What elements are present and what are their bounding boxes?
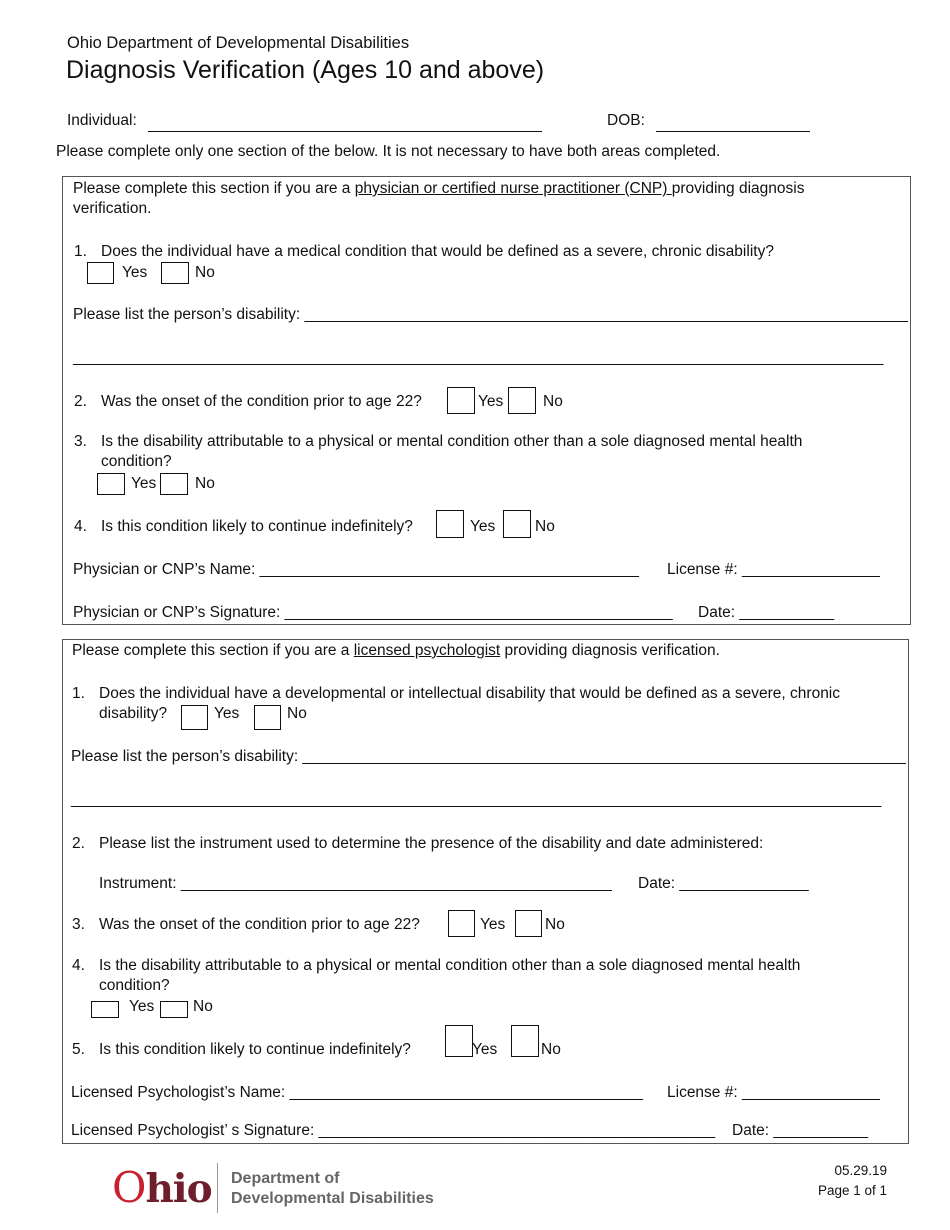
physician-q1-number: 1. bbox=[74, 243, 87, 260]
physician-signature-field[interactable]: Physician or CNP’s Signature: _____________________________________________ bbox=[73, 604, 673, 621]
physician-q4-yes-label: Yes bbox=[470, 518, 496, 535]
individual-field[interactable] bbox=[148, 131, 542, 132]
physician-q3-yes-checkbox[interactable] bbox=[97, 473, 125, 495]
physician-q2-yes-label: Yes bbox=[478, 393, 504, 410]
individual-label: Individual: bbox=[67, 112, 137, 129]
psychologist-q1-text: Does the individual have a developmental or intellectual disability that would be defined as a severe, chronic bbox=[99, 685, 841, 702]
psychologist-intro-link: licensed psychologist bbox=[353, 642, 501, 659]
psychologist-instrument-date-field[interactable]: Date: _______________ bbox=[638, 875, 809, 892]
physician-intro-prefix: Please complete this section if you are a bbox=[73, 180, 355, 197]
physician-intro-line2: verification. bbox=[73, 200, 152, 217]
physician-q2-number: 2. bbox=[74, 393, 87, 410]
psychologist-disability-label[interactable]: Please list the person’s disability: ______________________________________________________________________ bbox=[71, 748, 906, 765]
psychologist-instrument-field[interactable]: Instrument: __________________________________________________ bbox=[99, 875, 612, 892]
psychologist-signature-field[interactable]: Licensed Psychologist’ s Signature: ______________________________________________ bbox=[71, 1122, 716, 1139]
psychologist-q4-yes-checkbox[interactable] bbox=[91, 1001, 119, 1018]
physician-q3-no-checkbox[interactable] bbox=[160, 473, 188, 495]
physician-q3-number: 3. bbox=[74, 433, 87, 450]
dob-label: DOB: bbox=[607, 112, 645, 129]
psychologist-intro bbox=[72, 642, 720, 660]
ohio-logo bbox=[112, 1163, 212, 1212]
physician-q4-yes-checkbox[interactable] bbox=[436, 510, 464, 538]
physician-q2-yes-checkbox[interactable] bbox=[447, 387, 475, 414]
physician-q2-no-checkbox[interactable] bbox=[508, 387, 536, 414]
psychologist-q5-no-checkbox[interactable] bbox=[511, 1025, 539, 1057]
physician-q4-text: Is this condition likely to continue indefinitely? bbox=[101, 518, 413, 535]
physician-q2-text: Was the onset of the condition prior to age 22? bbox=[101, 393, 422, 410]
physician-intro bbox=[73, 180, 804, 198]
physician-intro-link: physician or certified nurse practitioner (CNP) bbox=[354, 180, 672, 197]
physician-disability-label[interactable]: Please list the person’s disability: ______________________________________________________________________ bbox=[73, 306, 908, 323]
psychologist-q2-text: Please list the instrument used to determine the presence of the disability and date administered: bbox=[99, 835, 764, 852]
physician-q1-yes-label: Yes bbox=[122, 264, 148, 281]
physician-q3-yes-label: Yes bbox=[131, 475, 157, 492]
page-number: Page 1 of 1 bbox=[817, 1183, 887, 1198]
psychologist-q4-no-label: No bbox=[193, 998, 213, 1015]
psychologist-q1-yes-label: Yes bbox=[214, 705, 240, 722]
department-name: Ohio Department of Developmental Disabilities bbox=[67, 34, 410, 52]
footer-dept-line1: Department of bbox=[231, 1170, 340, 1187]
physician-q1-no-label: No bbox=[195, 264, 215, 281]
psychologist-q3-yes-label: Yes bbox=[480, 916, 506, 933]
physician-q1-yes-checkbox[interactable] bbox=[87, 262, 114, 284]
footer-dept-line2: Developmental Disabilities bbox=[231, 1190, 434, 1207]
physician-name-field[interactable]: Physician or CNP’s Name: ____________________________________________ bbox=[73, 561, 639, 578]
psychologist-q4-text-line2: condition? bbox=[99, 977, 170, 994]
psychologist-intro-suffix: providing diagnosis verification. bbox=[500, 642, 720, 659]
psychologist-q2-number: 2. bbox=[72, 835, 85, 852]
psychologist-q3-number: 3. bbox=[72, 916, 85, 933]
page-title: Diagnosis Verification (Ages 10 and above) bbox=[66, 56, 545, 84]
psychologist-q5-yes-label: Yes bbox=[472, 1041, 498, 1058]
psychologist-q1-no-checkbox[interactable] bbox=[254, 705, 281, 730]
physician-q4-number: 4. bbox=[74, 518, 87, 535]
psychologist-q5-text: Is this condition likely to continue indefinitely? bbox=[99, 1041, 411, 1058]
psychologist-q3-text: Was the onset of the condition prior to age 22? bbox=[99, 916, 420, 933]
instruction-text: Please complete only one section of the below. It is not necessary to have both areas completed. bbox=[56, 143, 721, 160]
psychologist-q4-yes-label: Yes bbox=[129, 998, 155, 1015]
physician-q2-no-label: No bbox=[543, 393, 563, 410]
psychologist-date-field[interactable]: Date: ___________ bbox=[732, 1122, 869, 1139]
physician-q1-no-checkbox[interactable] bbox=[161, 262, 189, 284]
psychologist-q5-no-label: No bbox=[541, 1041, 561, 1058]
dob-field[interactable] bbox=[656, 131, 810, 132]
psychologist-q1-yes-checkbox[interactable] bbox=[181, 705, 208, 730]
psychologist-license-field[interactable]: License #: ________________ bbox=[667, 1084, 880, 1101]
physician-license-field[interactable]: License #: ________________ bbox=[667, 561, 880, 578]
psychologist-q4-no-checkbox[interactable] bbox=[160, 1001, 188, 1018]
psychologist-q3-no-label: No bbox=[545, 916, 565, 933]
psychologist-q1-text-line2: disability? bbox=[99, 705, 168, 722]
physician-date-field[interactable]: Date: ___________ bbox=[698, 604, 835, 621]
psychologist-q1-number: 1. bbox=[72, 685, 85, 702]
ohio-logo-text: hio bbox=[145, 1166, 212, 1212]
psychologist-intro-prefix: Please complete this section if you are a bbox=[72, 642, 354, 659]
psychologist-q4-number: 4. bbox=[72, 957, 85, 974]
physician-q4-no-label: No bbox=[535, 518, 555, 535]
physician-q3-no-label: No bbox=[195, 475, 215, 492]
footer-divider bbox=[217, 1163, 218, 1213]
physician-q4-no-checkbox[interactable] bbox=[503, 510, 531, 538]
psychologist-q5-yes-checkbox[interactable] bbox=[445, 1025, 473, 1057]
physician-q3-text-line2: condition? bbox=[101, 453, 172, 470]
physician-intro-suffix: providing diagnosis bbox=[671, 180, 805, 197]
psychologist-q3-no-checkbox[interactable] bbox=[515, 910, 542, 937]
psychologist-q4-text: Is the disability attributable to a physical or mental condition other than a sole diagnosed mental health bbox=[99, 957, 801, 974]
psychologist-name-field[interactable]: Licensed Psychologist’s Name: _________________________________________ bbox=[71, 1084, 643, 1101]
physician-q1-text: Does the individual have a medical condition that would be defined as a severe, chronic disability? bbox=[101, 243, 774, 260]
psychologist-q3-yes-checkbox[interactable] bbox=[448, 910, 475, 937]
version-date: 05.29.19 bbox=[834, 1163, 887, 1178]
psychologist-q5-number: 5. bbox=[72, 1041, 85, 1058]
psychologist-q1-no-label: No bbox=[287, 705, 307, 722]
ohio-logo-o: O bbox=[112, 1163, 146, 1212]
physician-disability-line[interactable]: ______________________________________________________________________________________________ bbox=[73, 349, 884, 366]
physician-q3-text: Is the disability attributable to a physical or mental condition other than a sole diagnosed mental health bbox=[101, 433, 803, 450]
psychologist-disability-line[interactable]: ______________________________________________________________________________________________ bbox=[71, 791, 882, 808]
